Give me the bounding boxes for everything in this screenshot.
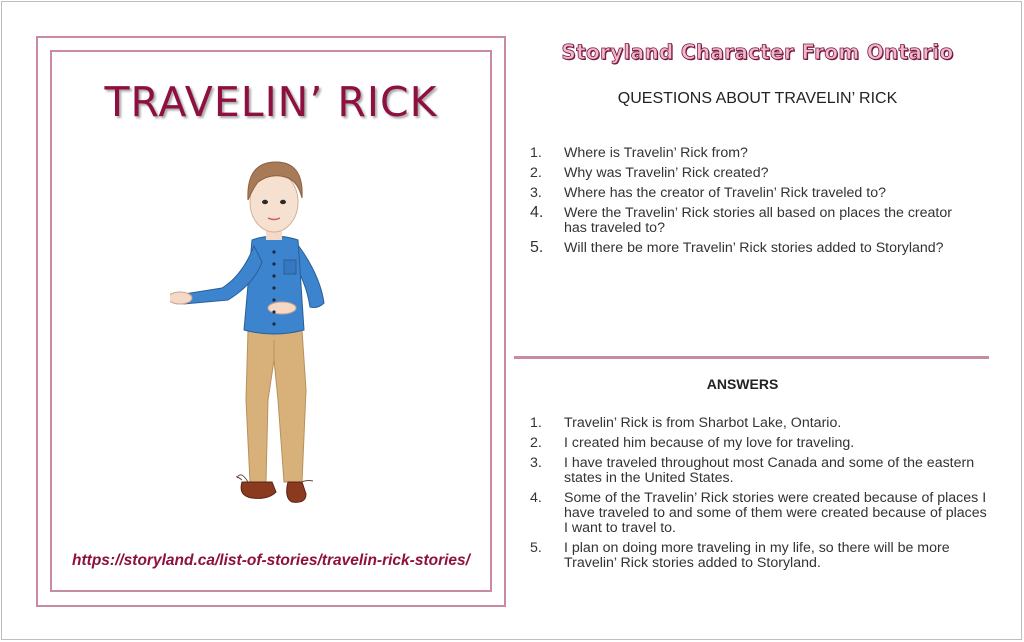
- answer-text: Travelin’ Rick is from Sharbot Lake, Ontario.: [564, 415, 842, 431]
- question-text: Where is Travelin’ Rick from?: [564, 145, 748, 161]
- answers-list: [530, 416, 990, 576]
- question-item: [530, 206, 960, 236]
- story-link[interactable]: https://storyland.ca/list-of-stories/travelin-rick-stories/: [72, 552, 470, 569]
- list-number: 4.: [530, 204, 544, 221]
- question-text: Will there be more Travelin’ Rick stories added to Storyland?: [564, 240, 944, 256]
- list-number: 5.: [530, 540, 542, 556]
- answers-heading: ANSWERS: [706, 376, 779, 392]
- list-number: 1.: [530, 145, 542, 161]
- section-divider: [514, 356, 989, 359]
- list-number: 4.: [530, 490, 542, 506]
- answer-item: [530, 416, 990, 431]
- answer-item: [530, 491, 990, 536]
- answer-text: Some of the Travelin’ Rick stories were created because of places I have traveled to and some of them were created because of places I want to travel to.: [564, 490, 987, 536]
- list-number: 5.: [530, 239, 544, 256]
- question-item: [530, 241, 960, 256]
- questions-heading: QUESTIONS ABOUT TRAVELIN’ RICK: [617, 90, 898, 107]
- list-number: 3.: [530, 455, 542, 471]
- list-number: 3.: [530, 185, 542, 201]
- questions-list: [530, 146, 960, 261]
- answer-text: I have traveled throughout most Canada and some of the eastern states in the United States.: [564, 455, 975, 486]
- answer-text: I plan on doing more traveling in my life, so there will be more Travelin’ Rick stories added to Storyland.: [564, 540, 950, 571]
- list-number: 2.: [530, 435, 542, 451]
- answer-text: I created him because of my love for traveling.: [564, 435, 855, 451]
- answer-item: [530, 456, 990, 486]
- list-number: 1.: [530, 415, 542, 431]
- answer-item: [530, 436, 990, 451]
- list-number: 2.: [530, 165, 542, 181]
- cartoon-boy-blue-shirt-icon: [170, 160, 350, 530]
- question-text: Why was Travelin’ Rick created?: [564, 165, 769, 181]
- answer-item: [530, 541, 990, 571]
- site-header-title: Storyland Character From Ontario: [561, 40, 954, 64]
- character-title: TRAVELIN’ RICK: [104, 78, 438, 126]
- question-item: [530, 166, 960, 181]
- question-text: Where has the creator of Travelin’ Rick traveled to?: [564, 185, 886, 201]
- question-text: Were the Travelin’ Rick stories all based on places the creator has traveled to?: [564, 205, 952, 236]
- question-item: [530, 146, 960, 161]
- question-item: [530, 186, 960, 201]
